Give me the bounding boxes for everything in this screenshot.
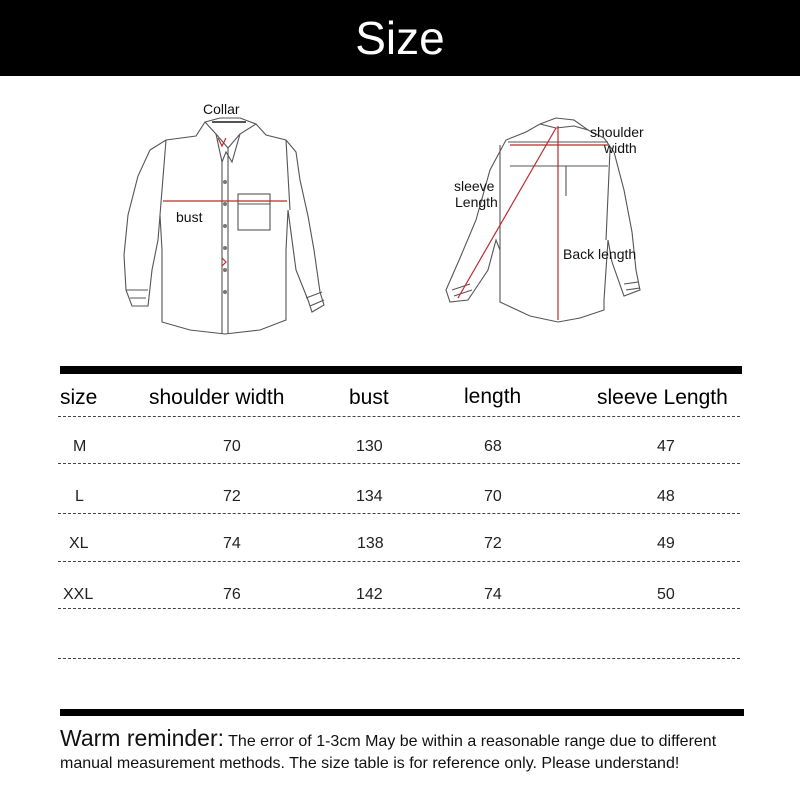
cell-shoulder-width: 70 bbox=[223, 438, 241, 455]
front-shirt-buttons bbox=[223, 180, 227, 294]
header-length: length bbox=[464, 385, 522, 408]
cell-bust: 130 bbox=[356, 438, 383, 455]
cell-length: 70 bbox=[484, 488, 502, 505]
header-size: size bbox=[60, 386, 98, 409]
page-header bbox=[0, 0, 800, 76]
reminder-heading: Warm reminder: bbox=[60, 725, 224, 751]
cell-sleeve-length: 50 bbox=[657, 586, 675, 603]
sleeve-label-line1: sleeve bbox=[454, 178, 495, 194]
cell-sleeve-length: 48 bbox=[657, 488, 675, 505]
cell-shoulder-width: 74 bbox=[223, 535, 241, 552]
shirt-diagram bbox=[0, 90, 800, 350]
cell-size: XL bbox=[69, 535, 89, 552]
cell-length: 74 bbox=[484, 586, 502, 603]
back-length-label: Back length bbox=[563, 246, 637, 262]
cell-size: XXL bbox=[63, 586, 94, 603]
header-sleeve-length: sleeve Length bbox=[597, 386, 728, 409]
shoulder-label-line1: shoulder bbox=[590, 124, 644, 140]
warm-reminder bbox=[60, 727, 760, 775]
cell-shoulder-width: 72 bbox=[223, 488, 241, 505]
cell-size: L bbox=[75, 488, 84, 505]
cell-sleeve-length: 49 bbox=[657, 535, 675, 552]
sleeve-label-line2: Length bbox=[455, 194, 498, 210]
table-bottom-rule bbox=[60, 709, 744, 716]
cell-shoulder-width: 76 bbox=[223, 586, 241, 603]
table-top-rule bbox=[60, 366, 742, 374]
collar-label: Collar bbox=[203, 101, 240, 117]
table-divider bbox=[58, 658, 740, 659]
shirt-measurement-illustration bbox=[0, 90, 800, 350]
table-divider bbox=[58, 416, 740, 417]
cell-length: 72 bbox=[484, 535, 502, 552]
cell-bust: 138 bbox=[357, 535, 384, 552]
header-shoulder-width: shoulder width bbox=[149, 386, 285, 409]
length-measure-mark bbox=[222, 258, 226, 266]
header-bust: bust bbox=[349, 386, 389, 409]
cell-bust: 142 bbox=[356, 586, 383, 603]
bust-label: bust bbox=[176, 209, 203, 225]
table-divider bbox=[58, 608, 740, 609]
page-title: Size bbox=[355, 12, 445, 64]
shoulder-label-line2: width bbox=[604, 140, 637, 156]
table-divider bbox=[58, 513, 740, 514]
sleeve-length-measure-line bbox=[458, 128, 556, 298]
cell-length: 68 bbox=[484, 438, 502, 455]
table-divider bbox=[58, 561, 740, 562]
table-divider bbox=[58, 463, 740, 464]
cell-sleeve-length: 47 bbox=[657, 438, 675, 455]
cell-size: M bbox=[73, 438, 87, 455]
reminder-text: The error of 1-3cm May be within a reasonable range due to different manual measurement methods. The size table is for reference only. Please understand! bbox=[60, 733, 717, 772]
cell-bust: 134 bbox=[356, 488, 383, 505]
